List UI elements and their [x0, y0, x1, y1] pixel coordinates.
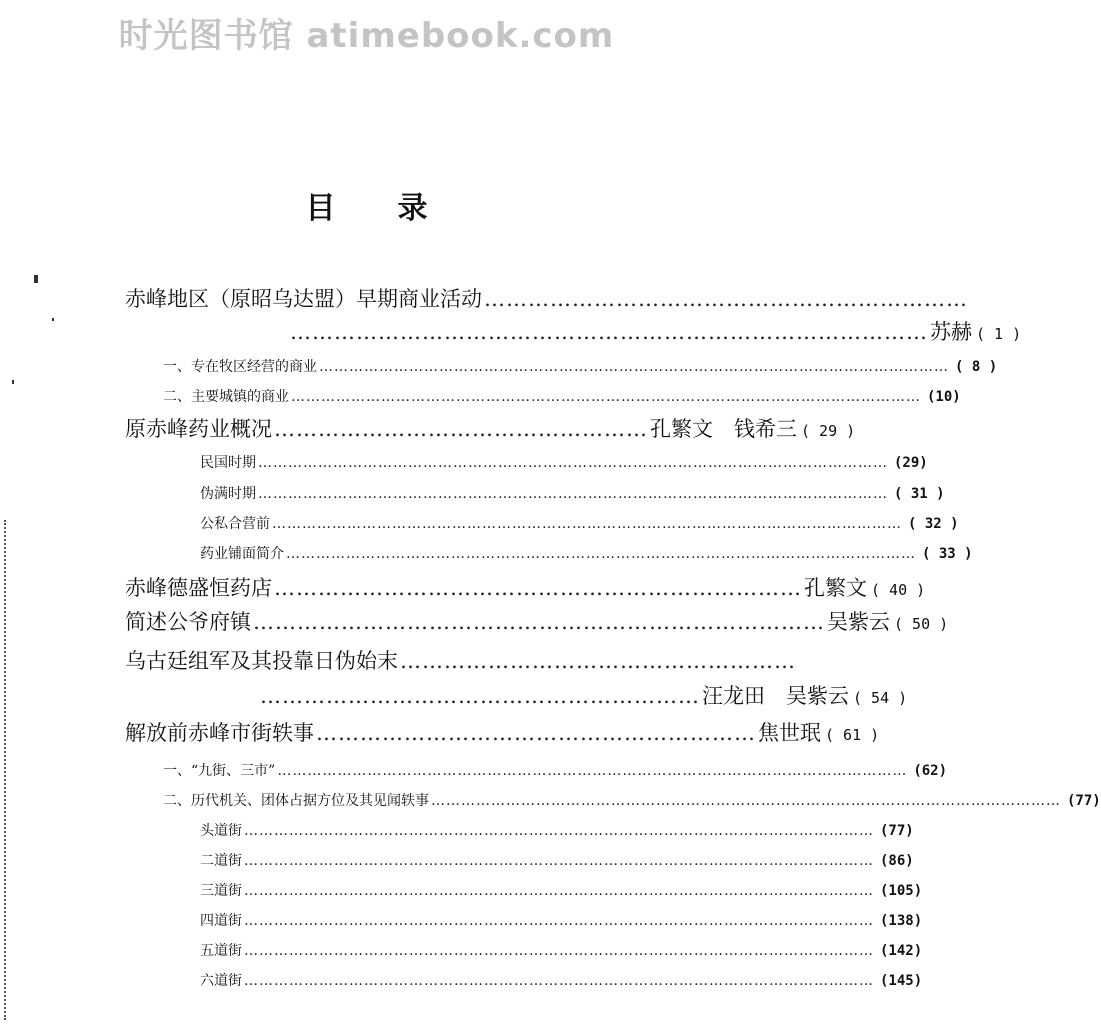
toc-page-number: ( 40 ) [871, 581, 926, 599]
toc-leader-dots: ………………………………………………………… [484, 287, 968, 311]
toc-leader-dots: …………………………………………… [274, 417, 648, 441]
watermark-text: 时光图书馆 atimebook.com [118, 16, 615, 56]
toc-entry[interactable] [200, 820, 914, 840]
toc-page-number: (86) [880, 853, 914, 869]
toc-leader-dots: ……………………………………………………………………………………………………………… [244, 973, 874, 989]
toc-leader-dots: ……………………………………………………………………………………………………………… [258, 486, 888, 502]
toc-leader-dots: ……………………………………………………………………………………………………………… [244, 823, 874, 839]
toc-leader-dots: …………………………………………………………………………… [290, 320, 928, 344]
toc-entry-title: 四道街 [200, 913, 242, 929]
toc-page-number: ( 8 ) [955, 359, 998, 375]
toc-leader-dots: ……………………………………………………………………………………………………………… [244, 853, 874, 869]
page-title: 目录 [305, 191, 490, 226]
toc-entry-author: 吴紫云 [827, 610, 890, 634]
toc-entry[interactable] [200, 850, 914, 870]
toc-leader-dots: ……………………………………………………………………………………………………………… [286, 546, 916, 562]
toc-entry-title: 赤峰地区（原昭乌达盟）早期商业活动 [125, 287, 482, 311]
toc-entry[interactable] [125, 717, 880, 747]
toc-entry-title: 三道街 [200, 883, 242, 899]
toc-leader-dots: ……………………………………………………………… [274, 576, 802, 600]
toc-entry-title: 赤峰德盛恒药店 [125, 576, 272, 600]
toc-page-number: (29) [894, 455, 928, 471]
toc-entry-title: 原赤峰药业概况 [125, 417, 272, 441]
toc-entry-title: 二、主要城镇的商业 [163, 389, 289, 405]
toc-entry[interactable] [163, 386, 961, 406]
toc-leader-dots: ……………………………………………………………………………………………………………… [244, 883, 874, 899]
toc-leader-dots: ……………………………………………………………………………………………………………… [272, 516, 902, 532]
toc-page-number: ( 50 ) [894, 615, 949, 633]
toc-entry-author: 汪龙田 吴紫云 [702, 684, 849, 708]
toc-entry[interactable] [125, 645, 796, 675]
toc-entry[interactable] [200, 940, 923, 960]
toc-entry-title: 伪满时期 [200, 486, 256, 502]
toc-page-number: (62) [913, 763, 948, 779]
toc-entry-title: 解放前赤峰市街轶事 [125, 721, 314, 745]
toc-page-number: ( 31 ) [894, 486, 945, 502]
toc-entry-title: 民国时期 [200, 455, 256, 471]
toc-entry[interactable] [163, 760, 948, 780]
toc-entry[interactable] [125, 606, 949, 636]
toc-leader-dots: ……………………………………………… [400, 649, 796, 673]
toc-entry-author: 焦世珉 [758, 721, 821, 745]
toc-entry-title: 药业铺面简介 [200, 546, 284, 562]
toc-entry[interactable] [200, 880, 923, 900]
toc-page-number: ( 54 ) [853, 689, 908, 707]
toc-entry-author: 孔繁文 [804, 576, 867, 600]
toc-leader-dots: …………………………………………………… [316, 721, 756, 745]
toc-page-number: (105) [880, 883, 923, 899]
toc-entry-title: 头道街 [200, 823, 242, 839]
toc-entry[interactable] [163, 356, 998, 376]
toc-leader-dots: ……………………………………………………………………………………………………………… [319, 359, 949, 375]
toc-entry[interactable] [200, 483, 945, 503]
toc-entry-title: 一、“九街、三市” [163, 763, 276, 779]
toc-leader-dots: ……………………………………………………………………………………………………………… [431, 793, 1061, 809]
toc-page-number: ( 61 ) [825, 726, 880, 744]
toc-entry-title: 二、历代机关、团体占据方位及其见闻轶事 [163, 793, 429, 809]
toc-entry-title: 简述公爷府镇 [125, 610, 251, 634]
toc-entry[interactable] [163, 790, 1101, 810]
toc-entry[interactable] [200, 910, 923, 930]
toc-entry[interactable] [125, 413, 856, 443]
toc-entry[interactable] [200, 543, 973, 563]
toc-entry-title: 一、专在牧区经营的商业 [163, 359, 317, 375]
toc-leader-dots: …………………………………………………… [260, 684, 700, 708]
toc-page-number: (77) [880, 823, 914, 839]
toc-entry-title: 五道街 [200, 943, 242, 959]
toc-leader-dots: ……………………………………………………………………………………………………………… [277, 763, 908, 779]
toc-page-number: ( 33 ) [922, 546, 973, 562]
toc-entry[interactable] [200, 452, 928, 472]
toc-entry[interactable] [288, 316, 1022, 346]
toc-page-number: (77) [1067, 793, 1101, 809]
toc-entry[interactable] [200, 970, 923, 990]
toc-entry-author: 孔繁文 钱希三 [650, 417, 797, 441]
toc-entry-author: 苏赫 [930, 320, 972, 344]
toc-entry-title: 六道街 [200, 973, 242, 989]
toc-page-number: (145) [880, 973, 923, 989]
toc-leader-dots: ……………………………………………………………………………………………………………… [258, 455, 888, 471]
toc-page-number: (142) [880, 943, 923, 959]
toc-leader-dots: …………………………………………………………………… [253, 610, 825, 634]
toc-page-number: (10) [927, 389, 961, 405]
toc-leader-dots: ……………………………………………………………………………………………………………… [244, 913, 874, 929]
toc-leader-dots: ……………………………………………………………………………………………………………… [291, 389, 921, 405]
toc-page-number: ( 1 ) [976, 325, 1022, 343]
toc-entry-title: 公私合营前 [200, 516, 270, 532]
toc-entry-title: 乌古廷组军及其投靠日伪始末 [125, 649, 398, 673]
toc-entry[interactable] [200, 513, 959, 533]
toc-entry-title: 二道街 [200, 853, 242, 869]
toc-page-number: (138) [880, 913, 923, 929]
toc-entry[interactable] [125, 283, 968, 313]
toc-page-number: ( 32 ) [908, 516, 959, 532]
toc-entry[interactable] [125, 572, 926, 602]
toc-page-number: ( 29 ) [801, 422, 856, 440]
toc-leader-dots: ……………………………………………………………………………………………………………… [244, 943, 874, 959]
toc-entry[interactable] [258, 680, 908, 710]
